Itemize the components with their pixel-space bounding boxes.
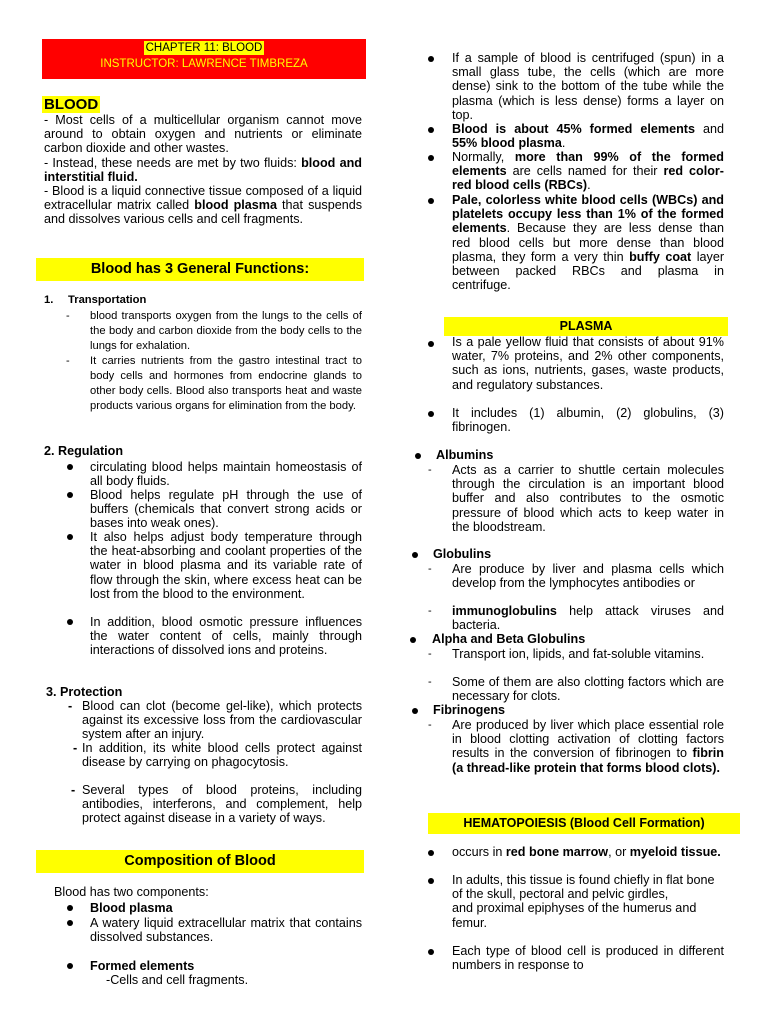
bullet-dot [428, 878, 434, 884]
composition-item-1: Blood plasma [90, 901, 173, 915]
instructor-name: INSTRUCTOR: LAWRENCE TIMBREZA [100, 58, 308, 70]
dash-marker: - [71, 783, 76, 797]
blood-intro-p3: - Blood is a liquid connective tissue composed of a liquid extracellular matrix called blood plasma that suspends and dissolves various cells and cell fragments. [44, 184, 363, 227]
dash-marker: - [428, 605, 432, 617]
regulation-item-1: circulating blood helps maintain homeostasis of all body fluids. [90, 460, 362, 489]
bullet-dot [67, 905, 73, 911]
blood-heading: BLOOD [44, 96, 99, 113]
albumins-title: Albumins [436, 448, 494, 462]
plasma-text-1: Is a pale yellow fluid that consists of about 91% water, 7% proteins, and 2% other components, such as ions, nutrients, gases, waste products, and regulatory substances. [452, 335, 724, 392]
protection-item-1: Blood can clot (become gel-like), which protects against its excessive loss from the cardiovascular system after an injury. [82, 699, 362, 742]
albumins-text: Acts as a carrier to shuttle certain molecules through the circulation is an important blood buffer and also contributes to the osmotic pressure of blood which acts to keep water in the bloodstream. [452, 463, 724, 534]
dash-marker: - [428, 648, 432, 660]
regulation-item-3: It also helps adjust body temperature through the heat-absorbing and coolant properties of the water in blood plasma and its variable rate of flow through the skin, where excess heat can be lost from the blood to the environment. [90, 530, 362, 601]
bullet-dot [428, 198, 434, 204]
plasma-heading: PLASMA [444, 317, 728, 336]
composition-item-3: Formed elements [90, 959, 195, 973]
dash-marker: - [428, 676, 432, 688]
bullet-dot [412, 708, 418, 714]
bullet-dot [67, 619, 73, 625]
blood-intro [44, 113, 362, 227]
hema-text-2: In adults, this tissue is found chiefly in flat bone of the skull, pectoral and pelvic girdles, and proximal epiphyses of the humerus and femur. [452, 873, 715, 930]
bullet-dot [428, 56, 434, 62]
protection-item-3: Several types of blood proteins, including antibodies, interferons, and complement, help protect against disease in a variety of ways. [82, 783, 362, 826]
alpha-beta-title: Alpha and Beta Globulins [432, 632, 586, 646]
dash-marker: - [66, 310, 70, 322]
bullet-dot [410, 637, 416, 643]
composition-heading: Composition of Blood [36, 850, 364, 873]
globulins-title: Globulins [433, 547, 492, 561]
transport-item-1: blood transports oxygen from the lungs to the cells of the body and carbon dioxide from the body cells to the lungs for exhalation. [90, 310, 362, 352]
centrifuge-text: If a sample of blood is centrifuged (spun) in a small glass tube, the cells (which are more dense) sink to the bottom of the tube while the plasma (which is less dense) forms a layer on top. [452, 51, 724, 122]
bullet-dot [428, 155, 434, 161]
bullet-dot [428, 411, 434, 417]
transport-number: 1. [44, 294, 54, 306]
blood-intro-p1: - Most cells of a multicellular organism cannot move around to obtain oxygen and nutrients or eliminate carbon dioxide and other wastes. [44, 113, 362, 156]
bullet-dot [415, 453, 421, 459]
dash-marker: - [428, 563, 432, 575]
chapter-title: CHAPTER 11: BLOOD [145, 42, 263, 54]
regulation-item-2: Blood helps regulate pH through the use of buffers (chemicals that convert strong acids or bases into weak ones). [90, 488, 362, 531]
dash-marker: - [428, 464, 432, 476]
composition-item-2: A watery liquid extracellular matrix that contains dissolved substances. [90, 916, 362, 945]
globulins-text-1: Are produce by liver and plasma cells which develop from the lymphocytes antibodies or [452, 562, 724, 591]
formed-elements-percent: Blood is about 45% formed elements and 55% blood plasma. [452, 122, 725, 151]
chapter-header [42, 39, 366, 79]
bullet-dot [67, 492, 73, 498]
fibrinogens-title: Fibrinogens [433, 703, 506, 717]
composition-item-4: -Cells and cell fragments. [106, 973, 249, 987]
dash-marker: - [428, 719, 432, 731]
blood-intro-p2: - Instead, these needs are met by two fluids: blood and interstitial fluid. [44, 155, 362, 184]
dash-marker: - [73, 741, 78, 755]
composition-intro: Blood has two components: [54, 885, 209, 899]
bullet-dot [428, 949, 434, 955]
hema-text-1: occurs in red bone marrow, or myeloid tissue. [452, 845, 721, 859]
rbc-text: Normally, more than 99% of the formed elements are cells named for their red color-red blood cells (RBCs). [452, 150, 725, 193]
alpha-beta-text-2: Some of them are also clotting factors which are necessary for clots. [452, 675, 724, 704]
bullet-dot [428, 850, 434, 856]
bullet-dot [67, 920, 73, 926]
bullet-dot [412, 552, 418, 558]
transport-title: Transportation [68, 294, 147, 306]
dash-marker: - [68, 699, 73, 713]
bullet-dot [67, 464, 73, 470]
transport-item-2: It carries nutrients from the gastro intestinal tract to body cells and hormones from endocrine glands to other body cells. Blood also transports heat and waste products various organs for elimination from the body. [90, 355, 362, 412]
wbc-platelets-text: Pale, colorless white blood cells (WBCs) and platelets occupy less than 1% of the formed elements. Because they are less dense than red blood cells but more dense than blood plasma, they form a very thin buffy coat layer between packed RBCs and plasma in centrifuge. [452, 193, 725, 293]
protection-title: 3. Protection [46, 685, 123, 699]
bullet-dot [428, 341, 434, 347]
plasma-text-2: It includes (1) albumin, (2) globulins, (3) fibrinogen. [452, 406, 724, 435]
regulation-item-4: In addition, blood osmotic pressure influences the water content of cells, mainly through interactions of dissolved ions and proteins. [90, 615, 362, 658]
fibrinogens-text: Are produced by liver which place essential role in blood clotting activation of clotting factors results in the conversion of fibrinogen to fibrin (a thread-like protein that forms blood clots). [452, 718, 724, 775]
hema-text-3: Each type of blood cell is produced in different numbers in response to [452, 944, 724, 973]
bullet-dot [67, 534, 73, 540]
protection-item-2: In addition, its white blood cells protect against disease by carrying on phagocytosis. [82, 741, 362, 770]
globulins-text-2: immunoglobulins help attack viruses and bacteria. [452, 604, 724, 633]
bullet-dot [67, 963, 73, 969]
alpha-beta-text-1: Transport ion, lipids, and fat-soluble vitamins. [452, 647, 705, 661]
regulation-title: 2. Regulation [44, 444, 124, 458]
hematopoiesis-heading: HEMATOPOIESIS (Blood Cell Formation) [428, 813, 740, 834]
bullet-dot [428, 127, 434, 133]
functions-heading: Blood has 3 General Functions: [36, 258, 364, 281]
dash-marker: - [66, 355, 70, 367]
